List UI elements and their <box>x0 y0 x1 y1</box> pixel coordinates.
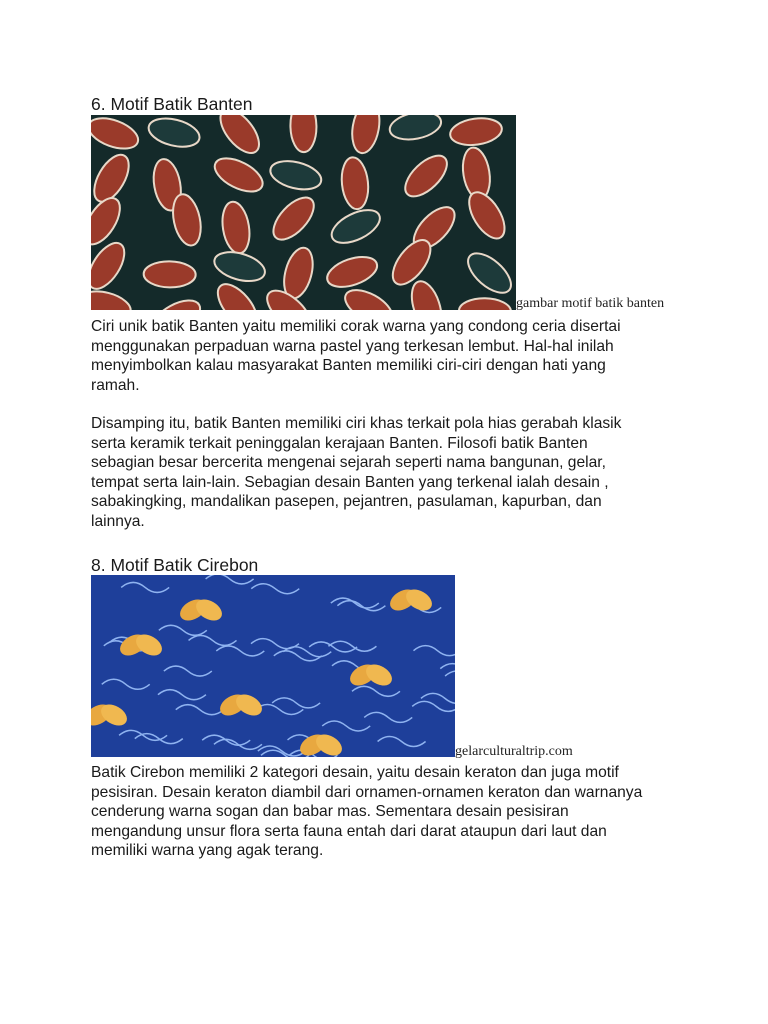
text-line: menggunakan perpaduan warna pastel yang terkesan lembut. Hal-hal inilah <box>91 337 614 355</box>
pattern-shape <box>364 712 412 722</box>
pattern-shape <box>255 704 303 714</box>
image-caption: gambar motif batik banten <box>516 296 665 311</box>
pattern-shape <box>143 261 195 288</box>
pattern-shape <box>387 115 443 143</box>
pattern-shape <box>339 156 370 210</box>
pattern-shape <box>290 115 317 152</box>
pattern-shape <box>267 156 324 194</box>
pattern-shape <box>189 635 237 645</box>
pattern-shape <box>146 115 203 151</box>
pattern-shape <box>135 734 183 744</box>
text-line: sebagian besar bercerita mengenai sejarah seperti nama bangunan, gelar, <box>91 454 606 472</box>
pattern-shape <box>412 701 455 711</box>
pattern-shape <box>323 251 381 293</box>
pattern-shape <box>312 730 345 757</box>
text-line: memiliki warna yang agak terang. <box>91 842 324 860</box>
batik-cirebon-image <box>91 575 455 757</box>
pattern-shape <box>216 646 264 656</box>
text-line: Ciri unik batik Banten yaitu memiliki corak warna yang condong ceria disertai <box>91 318 621 335</box>
pattern-shape <box>102 679 150 689</box>
text-line: serta keramik terkait peninggalan kerajaan Banten. Filosofi batik Banten <box>91 434 588 452</box>
pattern-shape <box>337 601 385 611</box>
pattern-shape <box>211 247 268 286</box>
text-line: lainnya. <box>91 512 145 530</box>
paragraph-banten-2 <box>91 414 621 532</box>
pattern-shape <box>445 671 455 681</box>
text-line: Disamping itu, batik Banten memiliki ciri khas terkait pola hias gerabah klasik <box>91 415 622 432</box>
pattern-shape <box>121 582 169 592</box>
pattern-shape <box>159 625 207 635</box>
image-caption: gelarculturaltrip.com <box>455 744 573 759</box>
pattern-shape <box>331 598 379 608</box>
pattern-shape <box>91 237 131 295</box>
pattern-shape <box>378 736 426 746</box>
pattern-shape <box>448 115 503 148</box>
pattern-shape <box>213 115 266 160</box>
text-line: ramah. <box>91 376 140 394</box>
pattern-shape <box>147 293 205 310</box>
paragraph-banten-1 <box>91 317 621 395</box>
pattern-shape <box>91 115 142 155</box>
pattern-shape <box>91 192 127 250</box>
pattern-shape <box>322 721 370 731</box>
text-line: pesisiran. Desain keraton diambil dari ornamen-ornamen keraton dan warnanya <box>91 783 643 801</box>
text-line: mengandung unsur flora serta fauna entah dari darat ataupun dari laut dan <box>91 822 607 840</box>
pattern-shape <box>413 646 455 656</box>
pattern-shape <box>158 690 206 700</box>
pattern-shape <box>352 686 400 696</box>
text-line: tempat serta lain-lain. Sebagian desain Banten yang terkenal ialah desain , <box>91 473 609 491</box>
pattern-shape <box>461 246 516 300</box>
pattern-shape <box>272 698 320 708</box>
pattern-shape <box>251 584 299 594</box>
pattern-shape <box>462 186 512 244</box>
pattern-shape <box>327 203 385 249</box>
pattern-shape <box>176 705 224 715</box>
heading-batik-banten: 6. Motif Batik Banten <box>91 94 253 114</box>
pattern-shape <box>219 200 253 255</box>
pattern-shape <box>206 575 254 584</box>
pattern-shape <box>398 149 453 204</box>
text-line: cenderung warna sogan dan babar mas. Sementara desain pesisiran <box>91 803 569 821</box>
pattern-shape <box>202 735 250 745</box>
pattern-shape <box>91 287 134 310</box>
pattern-shape <box>164 666 212 676</box>
paragraph-cirebon <box>91 763 642 861</box>
text-line: menyimbolkan kalau masyarakat Banten memiliki ciri-ciri dengan hati yang <box>91 357 606 375</box>
heading-batik-cirebon: 8. Motif Batik Cirebon <box>91 555 259 575</box>
pattern-shape <box>214 739 262 749</box>
text-line: Batik Cirebon memiliki 2 kategori desain, yaitu desain keraton dan juga motif <box>91 764 619 781</box>
pattern-shape <box>211 278 264 310</box>
pattern-shape <box>406 278 447 310</box>
text-line: sabakingking, mandalikan pasepen, pejantren, pasulaman, kapurban, dan <box>91 493 602 511</box>
pattern-shape <box>348 115 383 155</box>
pattern-shape <box>459 298 511 310</box>
batik-banten-image <box>91 115 516 310</box>
pattern-shape <box>210 152 268 199</box>
pattern-shape <box>266 191 320 247</box>
